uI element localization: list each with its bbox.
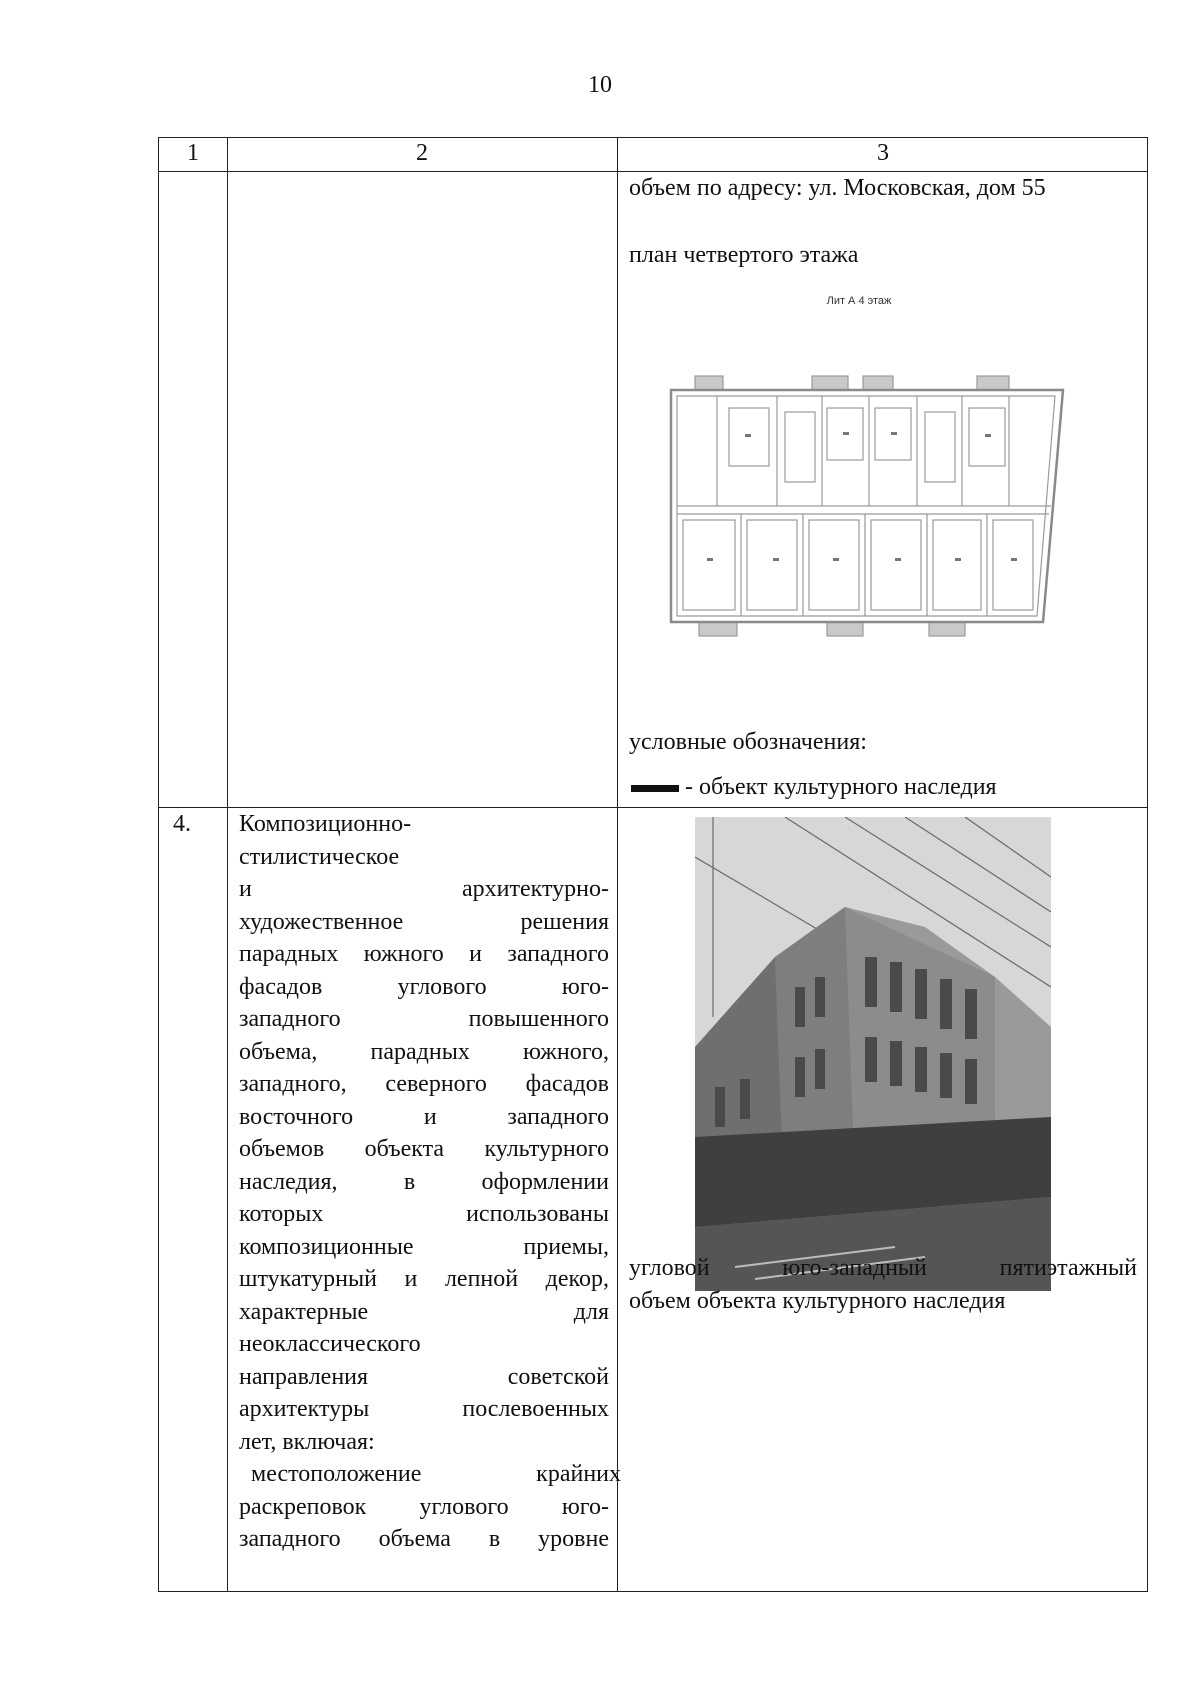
element-description <box>239 808 621 1556</box>
text-line: стилистическое <box>239 843 400 870</box>
column-header-2: 2 <box>416 140 428 166</box>
text-line: западного повышенного <box>239 1006 609 1032</box>
legend-item: - объект культурного наследия <box>685 774 997 800</box>
text-line: западного объема в уровне <box>239 1526 609 1552</box>
text-line: характерные для <box>239 1298 609 1325</box>
text-line: восточного и западного <box>239 1103 609 1130</box>
address-line: объем по адресу: ул. Московская, дом 55 <box>629 175 1046 201</box>
floorplan-figure <box>647 288 1077 658</box>
column-header-1: 1 <box>187 140 199 166</box>
legend-heading: условные обозначения: <box>629 729 867 755</box>
plan-caption: план четвертого этажа <box>629 242 859 268</box>
legend-swatch <box>631 785 679 792</box>
building-photo <box>695 817 1051 1291</box>
text-line: объемов объекта культурного <box>239 1136 609 1162</box>
text-line: лет, включая: <box>239 1428 375 1455</box>
text-line: местоположение крайних <box>251 1461 621 1487</box>
text-line: фасадов углового юго- <box>239 973 609 1000</box>
text-line: штукатурный и лепной декор, <box>239 1266 609 1292</box>
text-line: которых использованы <box>239 1201 609 1227</box>
floorplan-title: Лит А 4 этаж <box>826 295 892 307</box>
legend-row <box>631 771 997 804</box>
text-line: неоклассического <box>239 1331 421 1357</box>
text-line: направления советской <box>239 1363 609 1390</box>
page-number: 10 <box>588 72 612 98</box>
row-number: 4. <box>173 811 191 837</box>
text-line: и архитектурно- <box>239 876 609 902</box>
text-line: архитектуры послевоенных <box>239 1396 609 1422</box>
text-line: объем объекта культурного наследия <box>629 1287 1006 1314</box>
column-header-3: 3 <box>877 140 889 166</box>
text-line: западного, северного фасадов <box>239 1071 609 1097</box>
text-line: объема, парадных южного, <box>239 1038 609 1065</box>
text-line: Композиционно- <box>239 811 412 837</box>
photo-caption <box>629 1252 1137 1317</box>
text-line: угловой юго-западный пятиэтажный <box>629 1255 1137 1281</box>
text-line: композиционные приемы, <box>239 1233 609 1260</box>
text-line: раскреповок углового юго- <box>239 1493 609 1520</box>
text-line: парадных южного и западного <box>239 941 609 967</box>
floorplan-room-labels <box>707 432 1017 561</box>
text-line: наследия, в оформлении <box>239 1168 609 1195</box>
document-table <box>158 137 1148 1592</box>
column-divider <box>227 138 228 1591</box>
column-divider <box>617 138 618 1591</box>
text-line: художественное решения <box>239 908 609 935</box>
